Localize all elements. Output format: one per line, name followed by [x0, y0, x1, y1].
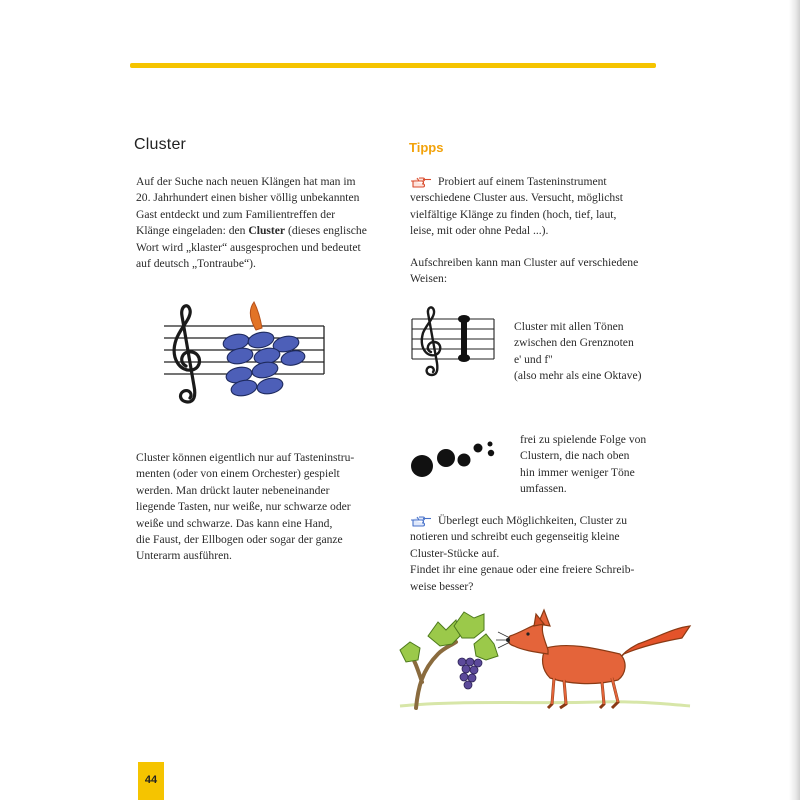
- tip-2-line: Cluster-Stücke auf.: [410, 546, 500, 560]
- intro-text: Klänge eingeladen: den: [136, 224, 249, 238]
- decreasing-cluster-dots: [408, 440, 504, 480]
- treble-clef-icon: [422, 307, 440, 375]
- notation-1-line: zwischen den Grenznoten: [514, 336, 634, 350]
- intro-line: Wort wird „klaster“ ausgesprochen und bedeutet: [136, 240, 361, 254]
- top-rule: [130, 63, 656, 68]
- notation-intro-line: Weisen:: [410, 272, 448, 286]
- notation-2-caption: [520, 432, 670, 498]
- notation-1-line: e' und f'': [514, 352, 553, 366]
- body-line: menten (oder von einem Orchester) gespielt: [136, 467, 340, 481]
- body-line: die Faust, der Ellbogen oder sogar der ganze: [136, 533, 343, 547]
- tip-1-line: verschiedene Cluster aus. Versucht, möglichst: [410, 191, 623, 205]
- body-paragraph: [136, 450, 376, 565]
- intro-text: (dieses englische: [285, 224, 367, 238]
- notation-2-line: Clustern, die nach oben: [520, 449, 630, 463]
- tip-2-line: Findet ihr eine genaue oder eine freiere Schreib-: [410, 563, 635, 577]
- notation-intro-line: Aufschreiben kann man Cluster auf verschiedene: [410, 256, 639, 269]
- tip-1-text: Probiert auf einem Tasteninstrument: [438, 175, 607, 188]
- tips-heading: Tipps: [409, 140, 444, 155]
- page-number: 44: [138, 762, 164, 800]
- tip-2-line: [410, 513, 655, 529]
- body-line: Cluster können eigentlich nur auf Tasteninstru-: [136, 451, 355, 464]
- pointing-hand-icon: [410, 176, 432, 188]
- cluster-bottom-note: [458, 354, 470, 362]
- page-title: Cluster: [134, 136, 187, 153]
- body-line: werden. Man drückt lauter nebeneinander: [136, 483, 330, 497]
- pointing-hand-icon: [410, 515, 432, 527]
- cluster-top-note: [458, 315, 470, 323]
- intro-line: Auf der Suche nach neuen Klängen hat man im: [136, 175, 356, 188]
- notation-intro: [410, 255, 680, 288]
- notation-1-caption: [514, 319, 674, 385]
- cluster-block-notation-staff: [410, 305, 498, 381]
- intro-line: auf deutsch „Tontraube“).: [136, 257, 256, 271]
- treble-clef-icon: [174, 306, 199, 402]
- notation-2-line: hin immer weniger Töne: [520, 465, 635, 479]
- notation-2-line: frei zu spielende Folge von: [520, 433, 647, 446]
- notation-2-line: umfassen.: [520, 482, 567, 496]
- tip-1-line: leise, mit oder ohne Pedal ...).: [410, 224, 549, 238]
- intro-line: Gast entdeckt und zum Familientreffen der: [136, 207, 336, 221]
- intro-line: [136, 223, 381, 239]
- tip-1-line: vielfältige Klänge zu finden (hoch, tief, laut,: [410, 207, 617, 221]
- intro-line: 20. Jahrhundert einen bisher völlig unbekannten: [136, 191, 360, 205]
- tip-2-text: Überlegt euch Möglichkeiten, Cluster zu: [438, 514, 627, 527]
- notation-1-line: Cluster mit allen Tönen: [514, 320, 624, 333]
- tip-2-line: weise besser?: [410, 579, 474, 593]
- body-line: liegende Tasten, nur weiße, nur schwarze oder: [136, 500, 351, 514]
- intro-bold-term: Cluster: [248, 224, 286, 238]
- cluster-bar: [461, 319, 467, 359]
- page-edge-shadow: [690, 0, 800, 800]
- intro-paragraph: [136, 174, 381, 272]
- tip-1-paragraph: [410, 174, 670, 240]
- body-line: Unterarm ausführen.: [136, 549, 232, 563]
- tip-2-paragraph: [410, 513, 655, 595]
- fox: [508, 610, 690, 708]
- cluster-grape-staff-illustration: [160, 296, 330, 408]
- tip-2-line: notieren und schreibt euch gegenseitig kleine: [410, 530, 620, 544]
- fox-and-grapevine-illustration: [398, 608, 698, 720]
- notation-1-line: (also mehr als eine Oktave): [514, 369, 642, 383]
- body-line: weiße und schwarze. Das kann eine Hand,: [136, 516, 333, 530]
- tip-1-line: [410, 174, 670, 190]
